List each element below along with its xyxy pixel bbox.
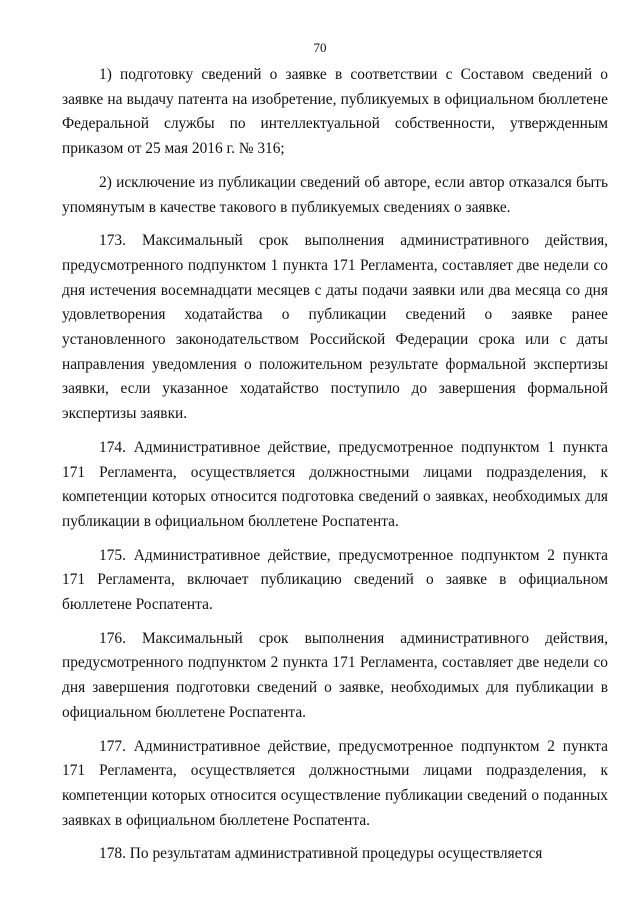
paragraph-174: 174. Административное действие, предусмотренное подпунктом 1 пункта 171 Регламента, осуществляется должностными лицами подразделения, к компетенции которых относится подготовка сведений о заявках, необходимых для публикации в официальном бюллетене Роспатента.: [62, 438, 608, 530]
page-number: 70: [313, 40, 327, 55]
document-body: [62, 63, 608, 867]
paragraph-175: 175. Административное действие, предусмотренное подпунктом 2 пункта 171 Регламента, включает публикацию сведений о заявке в официальном бюллетене Роспатента.: [62, 546, 608, 614]
paragraph-173: 173. Максимальный срок выполнения административного действия, предусмотренного подпунктом 1 пункта 171 Регламента, составляет две недели со дня истечения восемнадцати месяцев с даты подачи заявки или два месяца со дня удовлетворения ходатайства о публикации сведений о заявке ранее установленного законодательством Российской Федерации срока или с даты направления уведомления о положительном результате формальной экспертизы заявки, если указанное ходатайство поступило до завершения формальной экспертизы заявки.: [62, 232, 608, 423]
paragraph-item-2: 2) исключение из публикации сведений об авторе, если автор отказался быть упомянутым в качестве такового в публикуемых сведениях о заявке.: [62, 173, 608, 216]
paragraph-178: 178. По результатам административной процедуры осуществляется: [99, 845, 543, 863]
paragraph-177: 177. Административное действие, предусмотренное подпунктом 2 пункта 171 Регламента, осуществляется должностными лицами подразделения, к компетенции которых относится осуществление публикации сведений о поданных заявках в официальном бюллетене Роспатента.: [62, 737, 608, 829]
paragraph-176: 176. Максимальный срок выполнения административного действия, предусмотренного подпунктом 2 пункта 171 Регламента, составляет две недели со дня завершения подготовки сведений о заявке, необходимых для публикации в официальном бюллетене Роспатента.: [62, 629, 608, 721]
paragraph-item-1: 1) подготовку сведений о заявке в соответствии с Составом сведений о заявке на выдачу патента на изобретение, публикуемых в официальном бюллетене Федеральной службы по интеллектуальной собственности, утвержденным приказом от 25 мая 2016 г. № 316;: [62, 66, 608, 158]
